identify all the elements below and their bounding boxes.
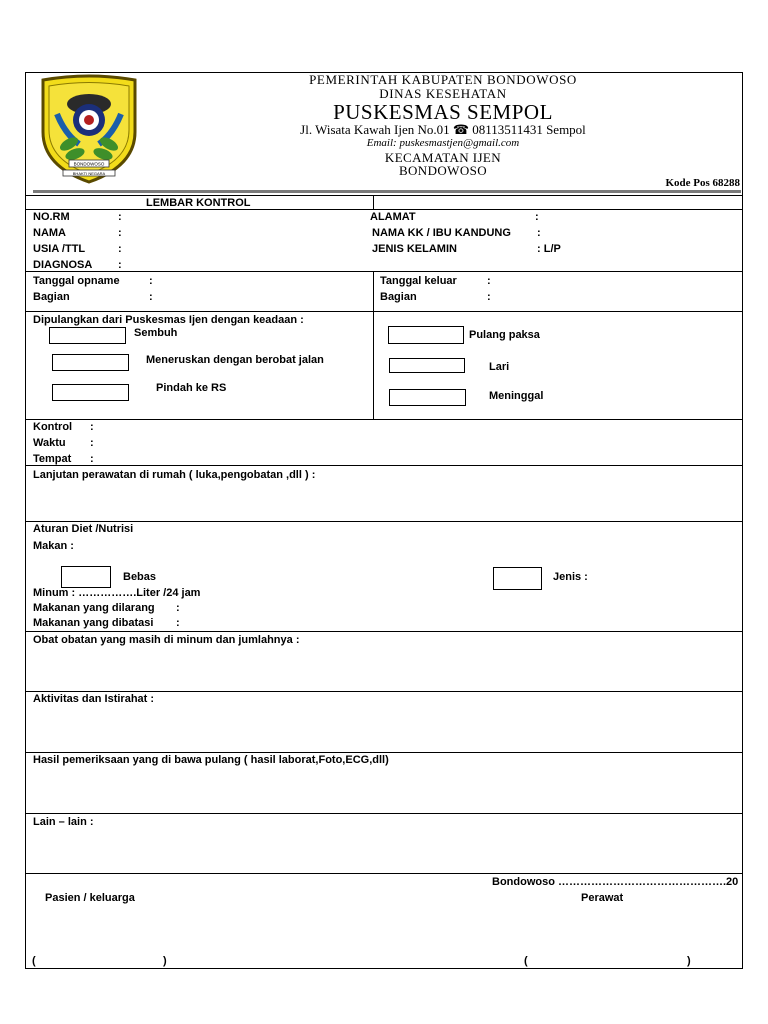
rule [373, 271, 374, 311]
label-aktivitas: Aktivitas dan Istirahat : [33, 693, 155, 705]
jenis-kelamin-value: : L/P [537, 243, 561, 255]
label-tanggal-keluar: Tanggal keluar [380, 275, 457, 287]
rule [373, 195, 374, 209]
label-tempat: Tempat [33, 453, 72, 465]
rule [25, 813, 743, 814]
rule [25, 311, 743, 312]
signature-open-paren: ( [32, 955, 36, 967]
rule [25, 195, 743, 196]
signature-pasien: Pasien / keluarga [45, 892, 135, 904]
label-no-rm: NO.RM [33, 211, 70, 223]
colon: : [176, 617, 180, 629]
checkbox-bebas[interactable] [61, 566, 111, 588]
signature-close-paren: ) [163, 955, 167, 967]
emblem-icon [35, 74, 143, 184]
colon: : [118, 227, 122, 239]
label-minum: Minum : …………….Liter /24 jam [33, 587, 201, 599]
rule [25, 631, 743, 632]
colon: : [90, 437, 94, 449]
label-kontrol: Kontrol [33, 421, 73, 433]
label-nama: NAMA [33, 227, 66, 239]
label-bagian-keluar: Bagian [380, 291, 417, 303]
header-postcode: Kode Pos 68288 [665, 177, 740, 189]
checkbox-pulang-paksa[interactable] [388, 326, 464, 344]
logo-banner-bottom: BHAKTI NEGARA [72, 171, 106, 176]
label-nama-kk: NAMA KK / IBU KANDUNG [372, 227, 511, 239]
rule [25, 419, 743, 420]
colon: : [487, 291, 491, 303]
puskesmas-logo [35, 74, 143, 184]
checkbox-jenis[interactable] [493, 567, 542, 590]
label-lain: Lain – lain : [33, 816, 94, 828]
header-city: BONDOWOSO [398, 163, 488, 178]
rule [25, 873, 743, 874]
colon: : [149, 291, 153, 303]
colon: : [535, 211, 539, 223]
checkbox-pindah[interactable] [52, 384, 129, 401]
header-email: Email: puskesmastjen@gmail.com [366, 137, 520, 149]
header-address: Jl. Wisata Kawah Ijen No.01 ☎ 08113511431 Sempol [300, 122, 586, 137]
colon: : [149, 275, 153, 287]
checkbox-sembuh[interactable] [49, 327, 126, 344]
signature-open-paren: ( [524, 955, 528, 967]
label-bagian: Bagian [33, 291, 70, 303]
colon: : [90, 453, 94, 465]
label-diagnosa: DIAGNOSA [33, 259, 93, 271]
option-meninggal: Meninggal [489, 390, 544, 402]
signature-place-date: Bondowoso ……………………………………….20 [492, 876, 739, 888]
label-lanjutan: Lanjutan perawatan di rumah ( luka,pengobatan ,dll ) : [33, 469, 316, 481]
colon: : [176, 602, 180, 614]
rule [25, 465, 743, 466]
label-waktu: Waktu [33, 437, 66, 449]
colon: : [487, 275, 491, 287]
discharge-heading: Dipulangkan dari Puskesmas Ijen dengan keadaan : [33, 314, 304, 326]
signature-close-paren: ) [687, 955, 691, 967]
option-pulang-paksa: Pulang paksa [469, 329, 540, 341]
checkbox-lari[interactable] [389, 358, 465, 373]
header-divider [33, 190, 741, 193]
colon: : [118, 259, 122, 271]
label-dilarang: Makanan yang dilarang [33, 602, 155, 614]
checkbox-meneruskan[interactable] [52, 354, 129, 371]
rule [373, 311, 374, 419]
label-jenis-kelamin: JENIS KELAMIN [372, 243, 457, 255]
label-tanggal-opname: Tanggal opname [33, 275, 120, 287]
label-usia: USIA /TTL [33, 243, 86, 255]
header-title: PUSKESMAS SEMPOL [333, 100, 553, 124]
colon: : [90, 421, 94, 433]
option-bebas: Bebas [123, 571, 157, 583]
label-dibatasi: Makanan yang dibatasi [33, 617, 154, 629]
option-meneruskan: Meneruskan dengan berobat jalan [146, 354, 324, 366]
signature-perawat: Perawat [581, 892, 624, 904]
header-line2: DINAS KESEHATAN [379, 86, 507, 101]
option-sembuh: Sembuh [134, 327, 178, 339]
colon: : [118, 243, 122, 255]
option-pindah: Pindah ke RS [156, 382, 227, 394]
label-hasil: Hasil pemeriksaan yang di bawa pulang ( hasil laborat,Foto,ECG,dll) [33, 754, 389, 766]
header-kecamatan: KECAMATAN IJEN [384, 150, 502, 165]
label-alamat: ALAMAT [370, 211, 416, 223]
label-makan: Makan : [33, 540, 74, 552]
rule [25, 271, 743, 272]
label-obat: Obat obatan yang masih di minum dan jumlahnya : [33, 634, 300, 646]
form-title: LEMBAR KONTROL [146, 197, 251, 209]
colon: : [118, 211, 122, 223]
header-line1: PEMERINTAH KABUPATEN BONDOWOSO [309, 72, 577, 87]
option-jenis: Jenis : [553, 571, 588, 583]
checkbox-meninggal[interactable] [389, 389, 466, 406]
logo-banner-top: BONDOWOSO [73, 161, 105, 167]
option-lari: Lari [489, 361, 510, 373]
diet-heading: Aturan Diet /Nutrisi [33, 523, 134, 535]
colon: : [537, 227, 541, 239]
